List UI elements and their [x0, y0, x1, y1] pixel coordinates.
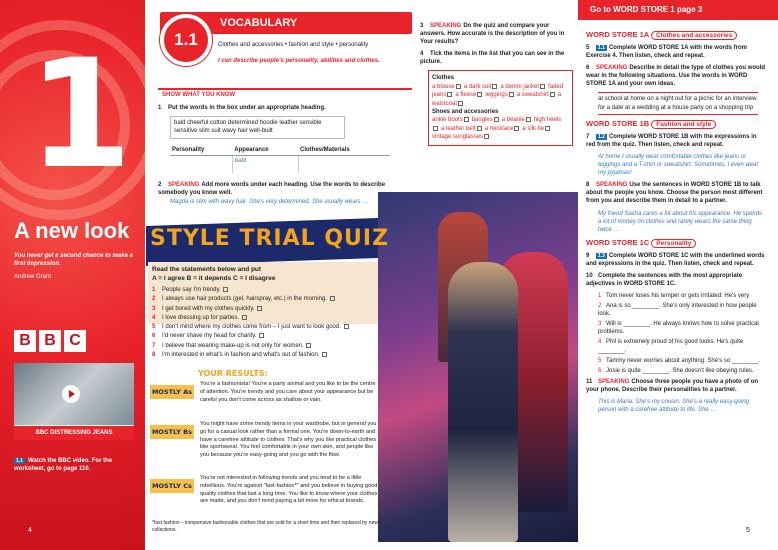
video-caption: BBC DISTRESSING JEANS — [14, 425, 134, 440]
result-a-text: You're a fashionista! You're a party animal and you like to be the centre of attention. You're trendy and you care about your appearance but be careful you don't come across as shallow or vain. — [200, 381, 376, 403]
checklist-item: ankle boots — [432, 117, 472, 123]
can-do-statement: I can describe people's personality, abilities and clothes. — [218, 58, 380, 64]
answer-box[interactable] — [344, 324, 349, 329]
checkbox[interactable] — [477, 126, 482, 131]
checkbox[interactable] — [433, 126, 438, 131]
unit-title: A new look — [14, 218, 130, 243]
exercise-11-example: This is Maria. She's my cousin. She's a really easy-going person with a carefree attitude to life. She … — [598, 398, 750, 414]
checkbox[interactable] — [484, 134, 489, 139]
checkbox[interactable] — [458, 101, 463, 106]
page-number-right: 5 — [746, 527, 750, 534]
table-header: Appearance — [232, 145, 298, 156]
word-store-1a-title: WORD STORE 1A Clothes and accessories — [586, 30, 766, 41]
result-c-text: You're not interested in following trends and you tend to be a little rebellious. You're against "fast-fashion*" and you believe in buying good-quality clothes that last a long time. You like to know where your clothes are made, and you don't mind paying a bit more for ethical brands. — [200, 475, 380, 505]
quiz-statement: 7 I believe that wearing make-up is not only for women. — [152, 342, 362, 351]
exercise-11: 11 SPEAKING Choose three people you have a photo of on your phone. Describe their personalities to a partner. — [586, 378, 759, 393]
gap-sentence: 3 Will is ________. He always knows how to solve practical problems. — [598, 321, 759, 336]
checkbox[interactable] — [494, 117, 499, 122]
exercise-2: 2 SPEAKING Add more words under each heading. Use the words to describe somebody you know well. — [158, 182, 386, 197]
footnote: *fast fashion – inexpensive fashionable clothes that are sold for a short time and then replaced by newer collections. — [152, 520, 383, 533]
exercise-9: 9 1.3 Complete WORD STORE 1C with the underlined words and expressions in the quiz. Then listen, check and repeat. — [586, 252, 765, 267]
bbc-logo: B B C — [14, 330, 86, 352]
unit-quote: You never get a second chance to make a first impression. — [14, 253, 133, 267]
gap-sentence: 2 Ana is so ________. She's only interested in how people look. — [598, 303, 757, 318]
checklist-item: a necklace — [485, 126, 523, 132]
word-box: bald cheerful cotton determined hoodie leather sensible sensitive slim suit wavy hair well-built — [170, 116, 345, 139]
word-store-link-header[interactable]: Go to WORD STORE 1 page 3 — [578, 0, 778, 20]
checkbox[interactable] — [447, 92, 452, 97]
quiz-instructions — [420, 22, 575, 146]
checklist-item: a silk tie — [522, 126, 553, 132]
answer-box[interactable] — [223, 287, 228, 292]
gap-sentence: 6 Josie is quite ________. She doesn't like obeying rules. — [598, 367, 754, 374]
checklist-item: a waistcoat — [432, 92, 562, 107]
answer-box[interactable] — [259, 333, 264, 338]
quiz-title: STYLE TRIAL QUIZ — [150, 226, 390, 251]
word-store-column — [586, 26, 766, 414]
quiz-statement: 2 I always use hair products (gel, hairspray, etc.) in the morning. — [152, 295, 362, 304]
checklist-item: faded jeans — [432, 83, 564, 99]
vocabulary-heading: VOCABULARY — [160, 12, 412, 34]
clothes-checklist: Clothes a blouse a dark suit a denim jacket faded jeans a fleece leggings a sweatshirt a waistcoat Shoes and accessories ankle boots bangles a beanie high heelsa leather belt a necklace a silk tievintage sunglasses — [428, 70, 573, 145]
exercise-7-example: At home I usually wear comfortable clothes like jeans or leggings and a T-shirt or sweatshirt. Sometimes, I even wear my pyjamas! — [598, 153, 759, 177]
table-header: Clothes/Materials — [298, 145, 390, 156]
table-cell[interactable] — [170, 155, 232, 173]
mostly-cs-label: MOSTLY Cs — [150, 479, 194, 493]
checkbox[interactable] — [456, 84, 461, 89]
quiz-statement: 5 I don't mind where my clothes come from – I just want to look good. — [152, 323, 362, 332]
checklist-item: a fleece — [455, 92, 485, 98]
exercise-4: 4 Tick the items in the list that you can see in the picture. — [420, 51, 565, 66]
quiz-statements — [152, 286, 362, 360]
exercise-3: 3 SPEAKING Do the quiz and compare your answers. How accurate is the description of you in Your results? — [420, 23, 565, 46]
quiz-results — [148, 365, 382, 525]
gap-fill-list — [598, 292, 766, 375]
checkbox[interactable] — [540, 84, 545, 89]
quiz-statement: 3 I get bored with my clothes quickly. — [152, 305, 362, 314]
checkbox[interactable] — [477, 92, 482, 97]
checklist-item: a sweatshirt — [517, 92, 558, 98]
word-store-1c-title: WORD STORE 1C Personality — [586, 238, 766, 249]
results-title: YOUR RESULTS: — [198, 369, 268, 378]
person-figure — [448, 262, 518, 542]
checklist-item: a beanie — [502, 117, 534, 123]
checklist-item: a leather belt — [441, 126, 485, 132]
checklist-item: a dark suit — [464, 84, 501, 90]
gap-sentence: 4 Phil is extremely proud of his good looks. He's quite ________. — [598, 339, 744, 354]
checkbox[interactable] — [514, 126, 519, 131]
exercise-5: 5 1.1 Complete WORD STORE 1A with the words from Exercise 4. Then listen, check and repeat. — [586, 44, 747, 59]
word-store-1b-title: WORD STORE 1B Fashion and style — [586, 119, 766, 130]
answer-box[interactable] — [257, 306, 262, 311]
quiz-statement: 6 I'd never shave my head for charity. — [152, 332, 362, 341]
exercise-8-example: My friend Sasha cares a lot about his appearance. He spends a lot of money on clothes and rarely wears the same thing twice … — [598, 210, 763, 233]
quiz-statement: 1 People say I'm trendy. — [152, 286, 362, 295]
answer-box[interactable] — [242, 315, 247, 320]
shoes-list — [432, 116, 569, 141]
checkbox[interactable] — [492, 84, 497, 89]
checkbox[interactable] — [464, 117, 469, 122]
gap-sentence: 5 Tammy never worries about anything. She's so ________. — [598, 357, 761, 364]
checklist-item: a denim jacket — [500, 84, 548, 90]
play-icon[interactable] — [62, 385, 80, 403]
unit-number: 1 — [28, 28, 133, 202]
answer-box[interactable] — [322, 352, 327, 357]
heading-table — [170, 145, 390, 174]
video-code-badge: 1.1 — [16, 458, 23, 464]
answer-box[interactable] — [306, 343, 311, 348]
result-b-text: You might have some trendy items in your wardrobe, but in general you go for a casual look rather than a formal one. You're down-to-earth and have a carefree attitude to clothes. That's why you like practical clothes like sportswear. You feel comfortable in your own skin, and people like you because you're easy-going and you go with the flow. — [200, 421, 377, 459]
lesson-number: 1.1 — [160, 14, 212, 66]
fashion-photo — [378, 192, 578, 542]
checkbox[interactable] — [526, 117, 531, 122]
show-what-you-know-title: SHOW WHAT YOU KNOW — [162, 92, 236, 98]
lesson-subtitle: Clothes and accessories • fashion and style • personality — [218, 42, 369, 48]
exercise-6: 6 SPEAKING Describe in detail the type of clothes you would wear in the following situations. Use the words in WORD STORE 1A and your own ideas. — [586, 64, 766, 88]
clothes-list — [432, 83, 569, 108]
checkbox[interactable] — [509, 92, 514, 97]
situations-box: at school at home on a night out for a picnic for an interview for a date at a wedding at a house party on a shopping trip — [598, 92, 758, 115]
checklist-item: high heels — [432, 117, 561, 131]
exercise-8: 8 SPEAKING Use the sentences in WORD STORE 1B to talk about the people you know. Choose the person most different from you and describe them in detail to a partner. — [586, 182, 763, 205]
quiz-statement: 4 I love dressing up for parties. — [152, 314, 362, 323]
checklist-item: bangles — [472, 117, 502, 123]
checklist-item: a blouse — [432, 84, 464, 90]
video-note: 1.1 Watch the BBC video. For the worksheet, go to page 116. — [14, 458, 113, 472]
video-thumbnail[interactable] — [14, 363, 134, 425]
table-header: Personality — [170, 145, 232, 156]
mostly-as-label: MOSTLY As — [150, 385, 194, 399]
quiz-instructions-text: Read the statements below and put A = I agree B = it depends C = I disagree — [152, 266, 276, 282]
quote-author: Andrew Grant — [14, 274, 52, 280]
checklist-item: vintage sunglasses — [432, 134, 492, 140]
gap-sentence: 1 Tom never loses his temper or gets irritated: He's very — [598, 292, 750, 299]
quiz-statement: 8 I'm interested in what's in fashion and what's out of fashion. — [152, 351, 362, 360]
answer-box[interactable] — [330, 296, 335, 301]
table-cell[interactable]: bald — [232, 155, 298, 173]
unit-opener-panel — [0, 0, 145, 550]
checkbox[interactable] — [550, 92, 555, 97]
checkbox[interactable] — [545, 126, 550, 131]
table-cell[interactable] — [298, 155, 390, 173]
checklist-item: leggings — [485, 92, 516, 98]
page-number-left: 4 — [28, 527, 32, 534]
exercise-1: 1 Put the words in the box under an appropriate heading. — [158, 105, 326, 111]
exercise-2-example: Magda is slim with wavy hair. She's very determined. She usually wears … — [170, 198, 369, 205]
exercise-7: 7 1.2 Complete WORD STORE 1B with the expressions in red from the quiz. Then listen, check and repeat. — [586, 133, 757, 148]
mostly-bs-label: MOSTLY Bs — [150, 425, 194, 439]
exercise-10: 10 Complete the sentences with the most appropriate adjectives in WORD STORE 1C. — [586, 272, 743, 287]
